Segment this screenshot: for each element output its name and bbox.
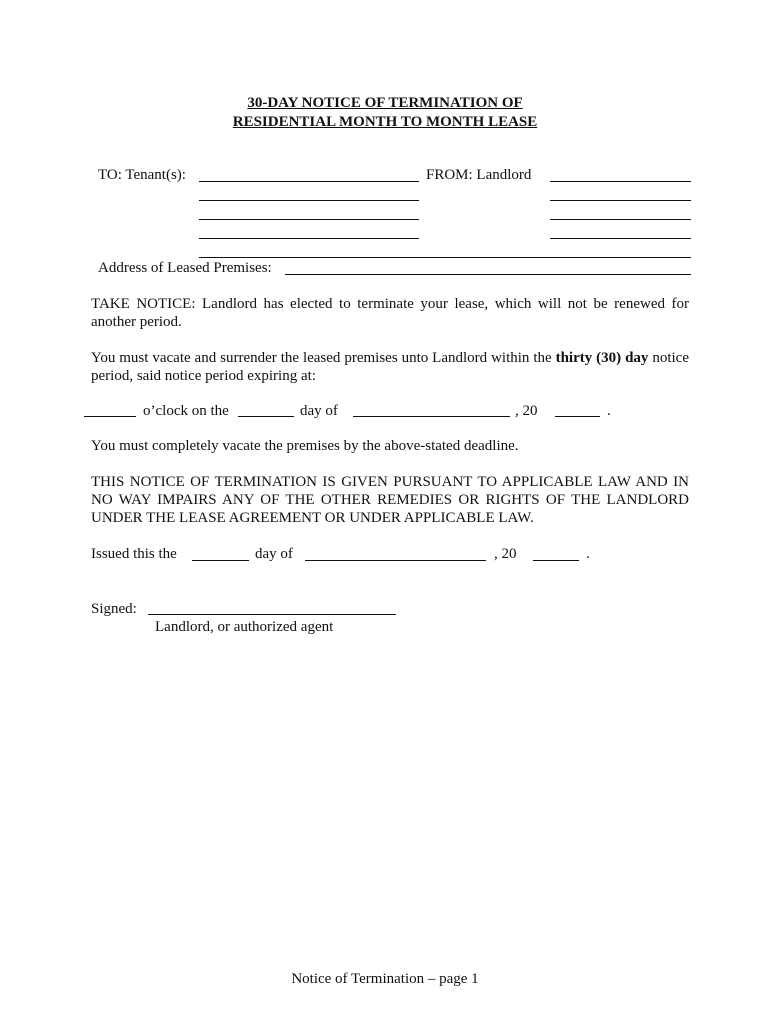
tenant-name-field-4[interactable] xyxy=(199,238,419,239)
expiry-month-field[interactable] xyxy=(353,416,510,417)
page-footer: Notice of Termination – page 1 xyxy=(291,971,479,987)
landlord-name-field-3[interactable] xyxy=(550,219,691,220)
document-title-line2: RESIDENTIAL MONTH TO MONTH LEASE xyxy=(232,114,538,130)
take-notice-paragraph: TAKE NOTICE: Landlord has elected to terminate your lease, which will not be renewed for another period. xyxy=(91,296,689,330)
landlord-name-field-2[interactable] xyxy=(550,200,691,201)
landlord-name-field-4[interactable] xyxy=(550,238,691,239)
expiry-hour-field[interactable] xyxy=(84,416,136,417)
completely-vacate-paragraph: You must completely vacate the premises by the above-stated deadline. xyxy=(91,438,519,454)
signed-label: Signed: xyxy=(91,601,137,617)
tenant-name-field-1[interactable] xyxy=(199,181,419,182)
parties-extra-line[interactable] xyxy=(199,257,691,258)
tenant-label: TO: Tenant(s): xyxy=(98,167,186,183)
law-notice-paragraph: THIS NOTICE OF TERMINATION IS GIVEN PURSUANT TO APPLICABLE LAW AND IN NO WAY IMPAIRS ANY OF THE OTHER REMEDIES OR RIGHTS OF THE LANDLORD UNDER THE LEASE AGREEMENT OR UNDER APPLICABLE LAW. xyxy=(91,474,689,526)
address-label: Address of Leased Premises: xyxy=(98,260,272,276)
vacate-text-end: notice period, said notice period expiring at: xyxy=(91,350,689,384)
signature-caption: Landlord, or authorized agent xyxy=(155,619,334,635)
signature-field[interactable] xyxy=(148,614,396,615)
address-field[interactable] xyxy=(285,274,691,275)
document-title-line1: 30-DAY NOTICE OF TERMINATION OF xyxy=(247,95,523,111)
issued-month-field[interactable] xyxy=(305,560,486,561)
issued-day-field[interactable] xyxy=(192,560,249,561)
expiry-day-of-label: day of xyxy=(300,403,338,419)
vacate-paragraph xyxy=(91,349,689,385)
issued-label: Issued this the xyxy=(91,546,177,562)
tenant-name-field-3[interactable] xyxy=(199,219,419,220)
issued-period: . xyxy=(586,546,590,562)
tenant-name-field-2[interactable] xyxy=(199,200,419,201)
expiry-day-field[interactable] xyxy=(238,416,294,417)
vacate-text-start: You must vacate and surrender the leased premises unto Landlord within the xyxy=(91,350,556,366)
expiry-year-prefix: , 20 xyxy=(515,403,538,419)
landlord-name-field-1[interactable] xyxy=(550,181,691,182)
expiry-year-field[interactable] xyxy=(555,416,600,417)
expiry-period: . xyxy=(607,403,611,419)
issued-day-of-label: day of xyxy=(255,546,293,562)
issued-year-field[interactable] xyxy=(533,560,579,561)
landlord-label: FROM: Landlord xyxy=(426,167,532,183)
oclock-label: o’clock on the xyxy=(143,403,229,419)
vacate-period-bold: thirty (30) day xyxy=(555,350,649,366)
issued-year-prefix: , 20 xyxy=(494,546,517,562)
